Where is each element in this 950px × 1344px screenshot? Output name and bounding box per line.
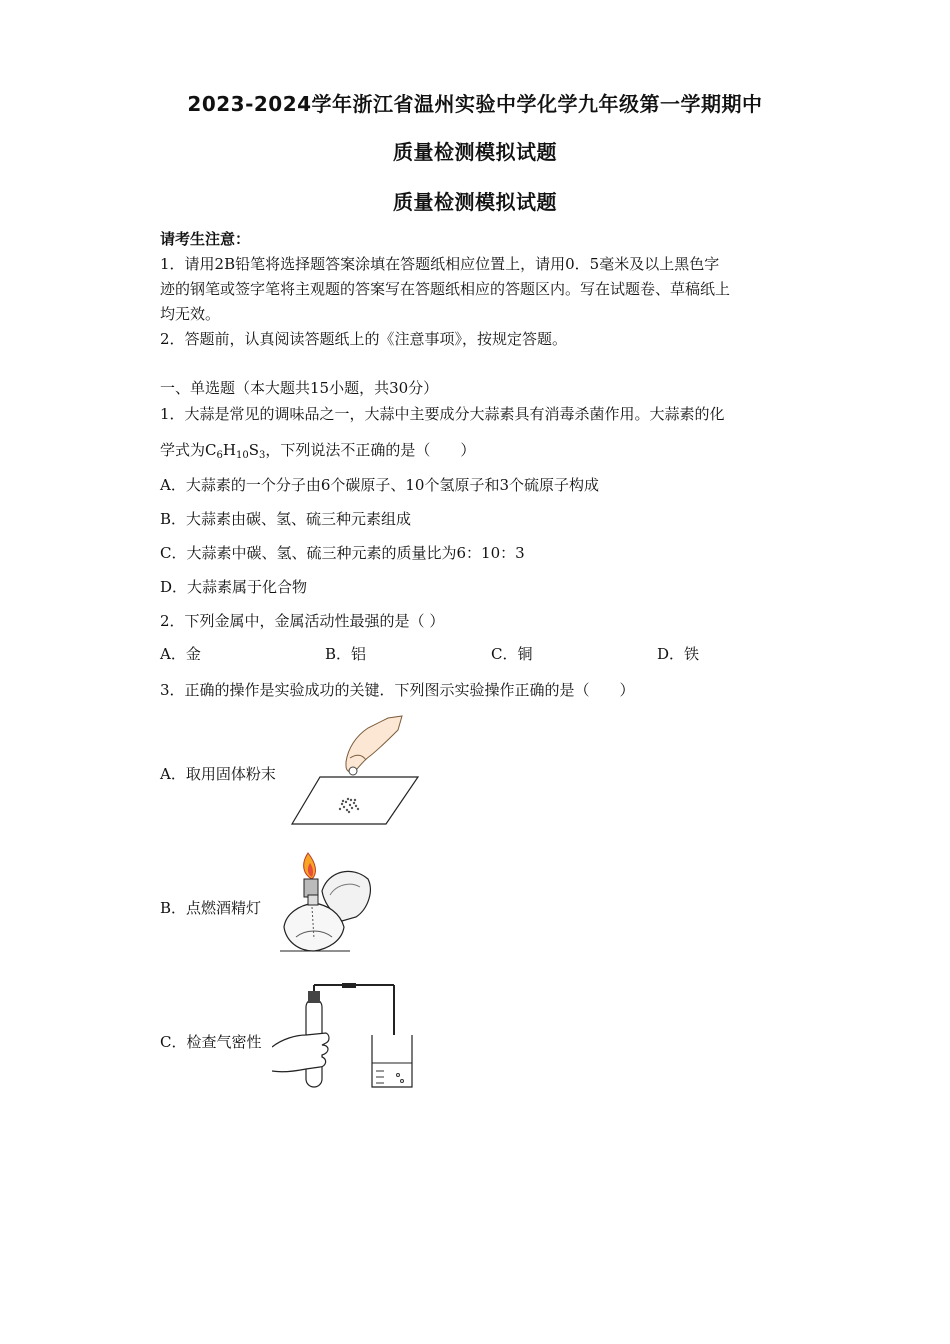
powder-on-paper-figure (290, 714, 420, 826)
q3-option-c-label: C．检查气密性 (160, 1033, 262, 1051)
q1-stem-line2 (160, 439, 475, 461)
q1-option-c: C．大蒜素中碳、氢、硫三种元素的质量比为6：10：3 (160, 544, 525, 562)
alcohol-lamp-figure (270, 851, 380, 959)
q1-stem-prefix: 学式为C (160, 441, 217, 459)
q1-stem-suffix: ，下列说法不正确的是（ ） (265, 441, 476, 459)
q1-option-a: A．大蒜素的一个分子由6个碳原子、10个氢原子和3个硫原子构成 (160, 476, 600, 494)
formula-sub-6: 6 (216, 450, 223, 461)
q2-option-d: D．铁 (657, 645, 700, 663)
exam-title-line3: 质量检测模拟试题 (393, 190, 557, 214)
q3-option-b-label: B．点燃酒精灯 (160, 899, 262, 917)
section-heading: 一、单选题（本大题共15小题，共30分） (160, 379, 439, 397)
notice-item1-line1: 1．请用2B铅笔将选择题答案涂填在答题纸相应位置上，请用0．5毫米及以上黑色字 (160, 255, 720, 273)
q1-option-b: B．大蒜素由碳、氢、硫三种元素组成 (160, 510, 412, 528)
formula-s: S (248, 441, 259, 459)
q3-option-a-label: A．取用固体粉末 (160, 765, 276, 783)
exam-title-line2: 质量检测模拟试题 (393, 140, 557, 164)
airtightness-check-figure (272, 983, 422, 1091)
q2-option-b: B．铝 (325, 645, 367, 663)
exam-title-line1: 2023-2024学年浙江省温州实验中学化学九年级第一学期期中 (187, 92, 763, 116)
q1-stem-line1: 1．大蒜是常见的调味品之一，大蒜中主要成分大蒜素具有消毒杀菌作用。大蒜素的化 (160, 405, 725, 423)
notice-item1-line3: 均无效。 (160, 305, 221, 323)
formula-sub-10: 10 (235, 450, 249, 461)
notice-heading: 请考生注意： (160, 230, 251, 248)
q2-stem: 2．下列金属中，金属活动性最强的是（ ） (160, 612, 445, 630)
formula-h: H (222, 441, 236, 459)
notice-item1-line2: 迹的钢笔或签字笔将主观题的答案写在答题纸相应的答题区内。写在试题卷、草稿纸上 (160, 280, 731, 298)
notice-item2: 2．答题前，认真阅读答题纸上的《注意事项》，按规定答题。 (160, 330, 568, 348)
q2-option-a: A．金 (160, 645, 201, 663)
q2-option-c: C．铜 (491, 645, 533, 663)
q1-option-d: D．大蒜素属于化合物 (160, 578, 308, 596)
q3-stem: 3．正确的操作是实验成功的关键．下列图示实验操作正确的是（ ） (160, 681, 635, 699)
formula-sub-3: 3 (258, 450, 266, 461)
